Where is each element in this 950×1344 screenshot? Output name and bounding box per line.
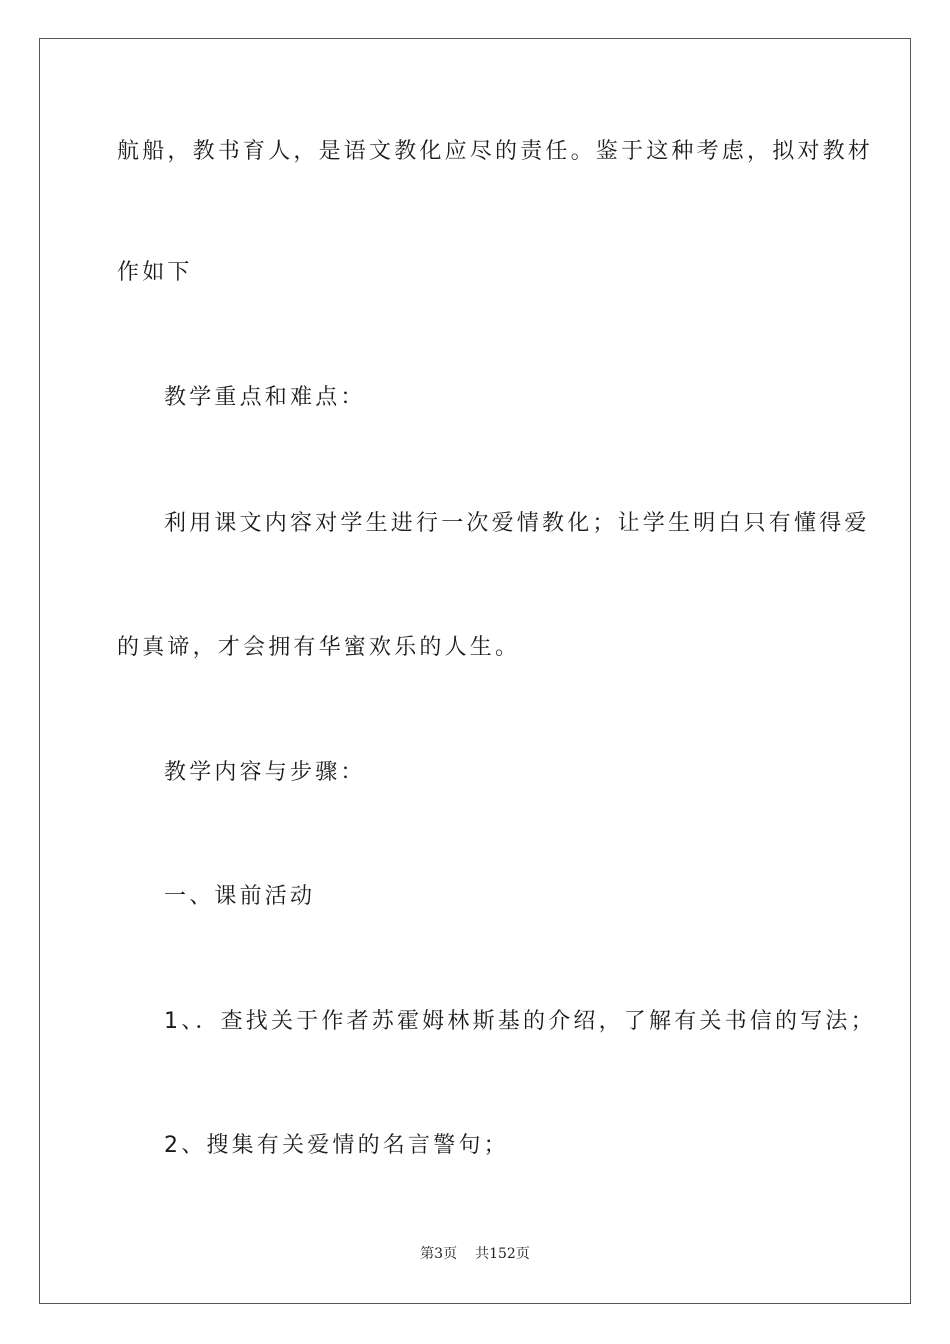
page-total: 共152页 — [475, 1246, 530, 1262]
paragraph-line: 的真谛，才会拥有华蜜欢乐的人生。 — [117, 635, 521, 660]
page-number: 第3页 — [420, 1246, 458, 1262]
section-heading: 教学重点和难点： — [164, 385, 366, 410]
paragraph-line: 利用课文内容对学生进行一次爱情教化；让学生明白只有懂得爱 — [164, 511, 870, 536]
section-heading: 教学内容与步骤： — [164, 760, 366, 785]
paragraph-line: 航船，教书育人，是语文教化应尽的责任。鉴于这种考虑，拟对教材 — [117, 139, 874, 164]
list-item: 1、．查找关于作者苏霍姆林斯基的介绍，了解有关书信的写法； — [164, 1009, 876, 1034]
list-item: 2、搜集有关爱情的名言警句； — [164, 1133, 509, 1158]
list-heading: 一、课前活动 — [164, 884, 316, 909]
page-footer — [0, 1244, 950, 1264]
paragraph-line: 作如下 — [117, 260, 193, 285]
page-frame — [39, 38, 911, 1304]
